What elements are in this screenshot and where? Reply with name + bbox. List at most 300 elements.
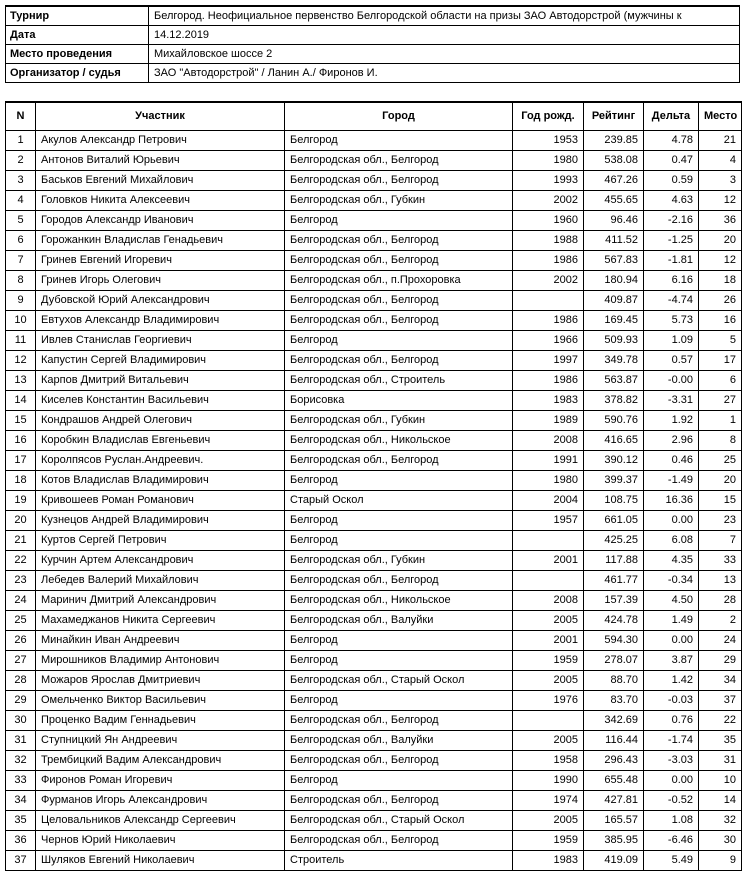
cell-rating: 563.87: [584, 371, 644, 391]
cell-place: 29: [699, 651, 742, 671]
results-table: [5, 101, 742, 871]
cell-number: 35: [6, 811, 36, 831]
table-row: [6, 751, 742, 771]
cell-city: Белгородская обл., Белгород: [285, 751, 513, 771]
cell-delta: 0.57: [644, 351, 699, 371]
info-label: Дата: [6, 26, 149, 45]
cell-place: 21: [699, 131, 742, 151]
cell-rating: 117.88: [584, 551, 644, 571]
cell-number: 21: [6, 531, 36, 551]
cell-city: Белгородская обл., Строитель: [285, 371, 513, 391]
cell-rating: 83.70: [584, 691, 644, 711]
cell-city: Белгородская обл., Белгород: [285, 171, 513, 191]
cell-rating: 239.85: [584, 131, 644, 151]
cell-city: Белгород: [285, 531, 513, 551]
cell-place: 15: [699, 491, 742, 511]
cell-place: 4: [699, 151, 742, 171]
cell-rating: 416.65: [584, 431, 644, 451]
table-row: [6, 351, 742, 371]
col-header-rating: Рейтинг: [584, 102, 644, 131]
cell-city: Белгородская обл., Белгород: [285, 791, 513, 811]
cell-place: 13: [699, 571, 742, 591]
cell-place: 28: [699, 591, 742, 611]
cell-delta: 4.50: [644, 591, 699, 611]
cell-rating: 509.93: [584, 331, 644, 351]
cell-participant: Ивлев Станислав Георгиевич: [36, 331, 285, 351]
cell-birth-year: 1976: [513, 691, 584, 711]
cell-participant: Лебедев Валерий Михайлович: [36, 571, 285, 591]
cell-number: 33: [6, 771, 36, 791]
cell-place: 1: [699, 411, 742, 431]
cell-delta: 5.73: [644, 311, 699, 331]
cell-birth-year: 2002: [513, 191, 584, 211]
cell-birth-year: [513, 291, 584, 311]
cell-birth-year: 1980: [513, 471, 584, 491]
cell-birth-year: 2008: [513, 591, 584, 611]
cell-place: 26: [699, 291, 742, 311]
table-row: [6, 151, 742, 171]
cell-number: 30: [6, 711, 36, 731]
info-row: [6, 45, 740, 64]
cell-birth-year: 2002: [513, 271, 584, 291]
info-value: Белгород. Неофициальное первенство Белгородской области на призы ЗАО Автодорстрой (мужчины к: [149, 6, 740, 26]
cell-birth-year: 1960: [513, 211, 584, 231]
cell-city: Белгород: [285, 331, 513, 351]
table-row: [6, 391, 742, 411]
cell-number: 10: [6, 311, 36, 331]
results-header-row: [6, 102, 742, 131]
cell-number: 20: [6, 511, 36, 531]
cell-participant: Киселев Константин Васильевич: [36, 391, 285, 411]
cell-number: 7: [6, 251, 36, 271]
cell-place: 33: [699, 551, 742, 571]
cell-rating: 96.46: [584, 211, 644, 231]
table-row: [6, 471, 742, 491]
cell-number: 11: [6, 331, 36, 351]
cell-participant: Махамеджанов Никита Сергеевич: [36, 611, 285, 631]
info-value: Михайловское шоссе 2: [149, 45, 740, 64]
cell-delta: 6.08: [644, 531, 699, 551]
cell-number: 12: [6, 351, 36, 371]
cell-rating: 349.78: [584, 351, 644, 371]
cell-rating: 424.78: [584, 611, 644, 631]
table-row: [6, 611, 742, 631]
table-row: [6, 571, 742, 591]
info-label: Турнир: [6, 6, 149, 26]
tournament-info-body: [6, 6, 740, 83]
cell-participant: Ступницкий Ян Андреевич: [36, 731, 285, 751]
cell-birth-year: 1953: [513, 131, 584, 151]
cell-place: 10: [699, 771, 742, 791]
table-row: [6, 211, 742, 231]
table-row: [6, 811, 742, 831]
cell-delta: 5.49: [644, 851, 699, 871]
cell-place: 18: [699, 271, 742, 291]
cell-rating: 169.45: [584, 311, 644, 331]
table-row: [6, 591, 742, 611]
cell-participant: Городов Александр Иванович: [36, 211, 285, 231]
cell-city: Белгород: [285, 211, 513, 231]
cell-rating: 165.57: [584, 811, 644, 831]
cell-delta: 16.36: [644, 491, 699, 511]
cell-city: Белгород: [285, 691, 513, 711]
cell-number: 17: [6, 451, 36, 471]
cell-city: Строитель: [285, 851, 513, 871]
cell-birth-year: 2005: [513, 611, 584, 631]
cell-delta: -6.46: [644, 831, 699, 851]
cell-birth-year: 1993: [513, 171, 584, 191]
cell-participant: Целовальников Александр Сергеевич: [36, 811, 285, 831]
table-row: [6, 311, 742, 331]
cell-rating: 180.94: [584, 271, 644, 291]
cell-rating: 409.87: [584, 291, 644, 311]
cell-participant: Мирошников Владимир Антонович: [36, 651, 285, 671]
info-row: [6, 64, 740, 83]
table-row: [6, 671, 742, 691]
cell-rating: 567.83: [584, 251, 644, 271]
cell-city: Белгородская обл., Белгород: [285, 231, 513, 251]
cell-city: Белгородская обл., Белгород: [285, 291, 513, 311]
cell-place: 37: [699, 691, 742, 711]
table-row: [6, 431, 742, 451]
cell-city: Белгородская обл., Губкин: [285, 551, 513, 571]
cell-rating: 427.81: [584, 791, 644, 811]
cell-delta: 1.42: [644, 671, 699, 691]
tournament-info-table: [5, 5, 740, 83]
cell-number: 32: [6, 751, 36, 771]
cell-delta: 2.96: [644, 431, 699, 451]
cell-number: 2: [6, 151, 36, 171]
cell-place: 23: [699, 511, 742, 531]
table-row: [6, 711, 742, 731]
cell-number: 8: [6, 271, 36, 291]
table-row: [6, 511, 742, 531]
cell-number: 14: [6, 391, 36, 411]
cell-place: 3: [699, 171, 742, 191]
cell-place: 25: [699, 451, 742, 471]
cell-rating: 390.12: [584, 451, 644, 471]
info-label: Организатор / судья: [6, 64, 149, 83]
table-row: [6, 791, 742, 811]
cell-delta: -1.25: [644, 231, 699, 251]
cell-place: 20: [699, 471, 742, 491]
cell-birth-year: 1989: [513, 411, 584, 431]
cell-delta: 3.87: [644, 651, 699, 671]
cell-delta: -0.03: [644, 691, 699, 711]
cell-rating: 425.25: [584, 531, 644, 551]
info-label: Место проведения: [6, 45, 149, 64]
cell-delta: 0.47: [644, 151, 699, 171]
col-header-place: Место: [699, 102, 742, 131]
cell-number: 29: [6, 691, 36, 711]
cell-city: Белгородская обл., Белгород: [285, 351, 513, 371]
cell-birth-year: 2005: [513, 811, 584, 831]
cell-rating: 538.08: [584, 151, 644, 171]
cell-rating: 655.48: [584, 771, 644, 791]
cell-place: 22: [699, 711, 742, 731]
cell-number: 24: [6, 591, 36, 611]
cell-birth-year: 1983: [513, 391, 584, 411]
table-row: [6, 411, 742, 431]
cell-place: 14: [699, 791, 742, 811]
cell-city: Белгородская обл., Валуйки: [285, 731, 513, 751]
cell-birth-year: [513, 571, 584, 591]
cell-birth-year: 1986: [513, 371, 584, 391]
cell-birth-year: 2001: [513, 551, 584, 571]
cell-rating: 157.39: [584, 591, 644, 611]
cell-birth-year: 1957: [513, 511, 584, 531]
table-row: [6, 651, 742, 671]
cell-city: Белгородская обл., Белгород: [285, 251, 513, 271]
cell-city: Белгород: [285, 771, 513, 791]
cell-delta: -3.31: [644, 391, 699, 411]
cell-participant: Кривошеев Роман Романович: [36, 491, 285, 511]
cell-birth-year: 1997: [513, 351, 584, 371]
cell-delta: -1.74: [644, 731, 699, 751]
cell-city: Белгородская обл., Белгород: [285, 711, 513, 731]
table-row: [6, 171, 742, 191]
cell-delta: 0.00: [644, 771, 699, 791]
cell-city: Белгородская обл., Никольское: [285, 431, 513, 451]
cell-place: 20: [699, 231, 742, 251]
cell-place: 32: [699, 811, 742, 831]
cell-delta: 4.78: [644, 131, 699, 151]
cell-rating: 467.26: [584, 171, 644, 191]
cell-place: 16: [699, 311, 742, 331]
cell-birth-year: [513, 531, 584, 551]
cell-rating: 455.65: [584, 191, 644, 211]
table-row: [6, 131, 742, 151]
table-row: [6, 371, 742, 391]
cell-delta: 1.09: [644, 331, 699, 351]
cell-birth-year: 1959: [513, 651, 584, 671]
cell-place: 8: [699, 431, 742, 451]
info-row: [6, 26, 740, 45]
cell-rating: 461.77: [584, 571, 644, 591]
cell-participant: Можаров Ярослав Дмитриевич: [36, 671, 285, 691]
cell-place: 17: [699, 351, 742, 371]
cell-number: 31: [6, 731, 36, 751]
table-row: [6, 731, 742, 751]
cell-city: Белгородская обл., Белгород: [285, 571, 513, 591]
cell-place: 12: [699, 251, 742, 271]
cell-city: Борисовка: [285, 391, 513, 411]
cell-rating: 419.09: [584, 851, 644, 871]
cell-birth-year: [513, 711, 584, 731]
table-row: [6, 331, 742, 351]
cell-delta: 6.16: [644, 271, 699, 291]
cell-participant: Горожанкин Владислав Генадьевич: [36, 231, 285, 251]
cell-participant: Гринев Игорь Олегович: [36, 271, 285, 291]
col-header-birth-year: Год рожд.: [513, 102, 584, 131]
cell-rating: 661.05: [584, 511, 644, 531]
cell-birth-year: 1980: [513, 151, 584, 171]
cell-birth-year: 1986: [513, 311, 584, 331]
cell-participant: Фиронов Роман Игоревич: [36, 771, 285, 791]
cell-participant: Кондрашов Андрей Олегович: [36, 411, 285, 431]
cell-city: Белгородская обл., Белгород: [285, 831, 513, 851]
cell-delta: -0.52: [644, 791, 699, 811]
cell-delta: 1.08: [644, 811, 699, 831]
col-header-delta: Дельта: [644, 102, 699, 131]
cell-delta: -3.03: [644, 751, 699, 771]
cell-delta: 0.59: [644, 171, 699, 191]
cell-number: 26: [6, 631, 36, 651]
cell-birth-year: 1988: [513, 231, 584, 251]
cell-birth-year: 2001: [513, 631, 584, 651]
cell-delta: 4.35: [644, 551, 699, 571]
cell-participant: Королпясов Руслан.Андреевич.: [36, 451, 285, 471]
cell-place: 30: [699, 831, 742, 851]
table-row: [6, 251, 742, 271]
cell-number: 13: [6, 371, 36, 391]
cell-place: 2: [699, 611, 742, 631]
cell-birth-year: 1983: [513, 851, 584, 871]
cell-birth-year: 1986: [513, 251, 584, 271]
cell-place: 7: [699, 531, 742, 551]
cell-number: 16: [6, 431, 36, 451]
cell-number: 23: [6, 571, 36, 591]
info-value: ЗАО "Автодорстрой" / Ланин А./ Фиронов И.: [149, 64, 740, 83]
cell-place: 35: [699, 731, 742, 751]
cell-place: 9: [699, 851, 742, 871]
cell-rating: 378.82: [584, 391, 644, 411]
cell-city: Белгородская обл., Никольское: [285, 591, 513, 611]
cell-delta: -4.74: [644, 291, 699, 311]
cell-delta: 1.92: [644, 411, 699, 431]
col-header-number: N: [6, 102, 36, 131]
info-value: 14.12.2019: [149, 26, 740, 45]
cell-participant: Шуляков Евгений Николаевич: [36, 851, 285, 871]
cell-participant: Проценко Вадим Геннадьевич: [36, 711, 285, 731]
cell-birth-year: 1990: [513, 771, 584, 791]
cell-city: Белгород: [285, 631, 513, 651]
cell-number: 15: [6, 411, 36, 431]
cell-delta: 0.46: [644, 451, 699, 471]
cell-delta: 1.49: [644, 611, 699, 631]
cell-place: 34: [699, 671, 742, 691]
cell-participant: Евтухов Александр Владимирович: [36, 311, 285, 331]
cell-rating: 278.07: [584, 651, 644, 671]
cell-delta: -1.81: [644, 251, 699, 271]
col-header-city: Город: [285, 102, 513, 131]
cell-participant: Коробкин Владислав Евгеньевич: [36, 431, 285, 451]
cell-city: Белгородская обл., Старый Оскол: [285, 671, 513, 691]
cell-delta: -0.34: [644, 571, 699, 591]
cell-number: 6: [6, 231, 36, 251]
cell-rating: 108.75: [584, 491, 644, 511]
table-row: [6, 491, 742, 511]
table-row: [6, 551, 742, 571]
cell-place: 27: [699, 391, 742, 411]
cell-number: 36: [6, 831, 36, 851]
cell-number: 4: [6, 191, 36, 211]
cell-rating: 88.70: [584, 671, 644, 691]
cell-number: 34: [6, 791, 36, 811]
table-row: [6, 631, 742, 651]
results-body: [6, 131, 742, 871]
cell-delta: 0.00: [644, 511, 699, 531]
cell-rating: 594.30: [584, 631, 644, 651]
cell-participant: Головков Никита Алексеевич: [36, 191, 285, 211]
cell-city: Белгородская обл., п.Прохоровка: [285, 271, 513, 291]
cell-delta: 0.00: [644, 631, 699, 651]
cell-participant: Чернов Юрий Николаевич: [36, 831, 285, 851]
table-row: [6, 191, 742, 211]
cell-number: 5: [6, 211, 36, 231]
cell-rating: 342.69: [584, 711, 644, 731]
cell-city: Старый Оскол: [285, 491, 513, 511]
cell-number: 1: [6, 131, 36, 151]
cell-city: Белгородская обл., Белгород: [285, 451, 513, 471]
cell-rating: 385.95: [584, 831, 644, 851]
cell-delta: -1.49: [644, 471, 699, 491]
cell-participant: Маринич Дмитрий Александрович: [36, 591, 285, 611]
cell-birth-year: 2008: [513, 431, 584, 451]
cell-delta: 0.76: [644, 711, 699, 731]
cell-participant: Баськов Евгений Михайлович: [36, 171, 285, 191]
cell-birth-year: 2005: [513, 731, 584, 751]
cell-birth-year: 1958: [513, 751, 584, 771]
cell-number: 37: [6, 851, 36, 871]
col-header-participant: Участник: [36, 102, 285, 131]
cell-rating: 116.44: [584, 731, 644, 751]
cell-birth-year: 1959: [513, 831, 584, 851]
table-row: [6, 231, 742, 251]
cell-number: 22: [6, 551, 36, 571]
cell-number: 3: [6, 171, 36, 191]
cell-participant: Трембицкий Вадим Александрович: [36, 751, 285, 771]
cell-participant: Минайкин Иван Андреевич: [36, 631, 285, 651]
cell-participant: Акулов Александр Петрович: [36, 131, 285, 151]
cell-city: Белгород: [285, 511, 513, 531]
cell-participant: Куртов Сергей Петрович: [36, 531, 285, 551]
cell-city: Белгородская обл., Губкин: [285, 411, 513, 431]
cell-city: Белгородская обл., Губкин: [285, 191, 513, 211]
cell-delta: 4.63: [644, 191, 699, 211]
cell-number: 28: [6, 671, 36, 691]
cell-participant: Дубовской Юрий Александрович: [36, 291, 285, 311]
cell-place: 6: [699, 371, 742, 391]
cell-city: Белгород: [285, 131, 513, 151]
cell-birth-year: 1991: [513, 451, 584, 471]
table-row: [6, 531, 742, 551]
table-row: [6, 691, 742, 711]
info-row: [6, 6, 740, 26]
cell-place: 31: [699, 751, 742, 771]
cell-birth-year: 1974: [513, 791, 584, 811]
cell-number: 25: [6, 611, 36, 631]
table-row: [6, 851, 742, 871]
cell-rating: 590.76: [584, 411, 644, 431]
cell-rating: 399.37: [584, 471, 644, 491]
cell-delta: -0.00: [644, 371, 699, 391]
cell-birth-year: 2005: [513, 671, 584, 691]
cell-place: 5: [699, 331, 742, 351]
cell-city: Белгород: [285, 471, 513, 491]
table-row: [6, 831, 742, 851]
cell-participant: Капустин Сергей Владимирович: [36, 351, 285, 371]
cell-participant: Омельченко Виктор Васильевич: [36, 691, 285, 711]
cell-place: 24: [699, 631, 742, 651]
cell-birth-year: 2004: [513, 491, 584, 511]
cell-place: 36: [699, 211, 742, 231]
cell-city: Белгород: [285, 651, 513, 671]
cell-rating: 296.43: [584, 751, 644, 771]
cell-participant: Карпов Дмитрий Витальевич: [36, 371, 285, 391]
cell-city: Белгородская обл., Старый Оскол: [285, 811, 513, 831]
cell-place: 12: [699, 191, 742, 211]
